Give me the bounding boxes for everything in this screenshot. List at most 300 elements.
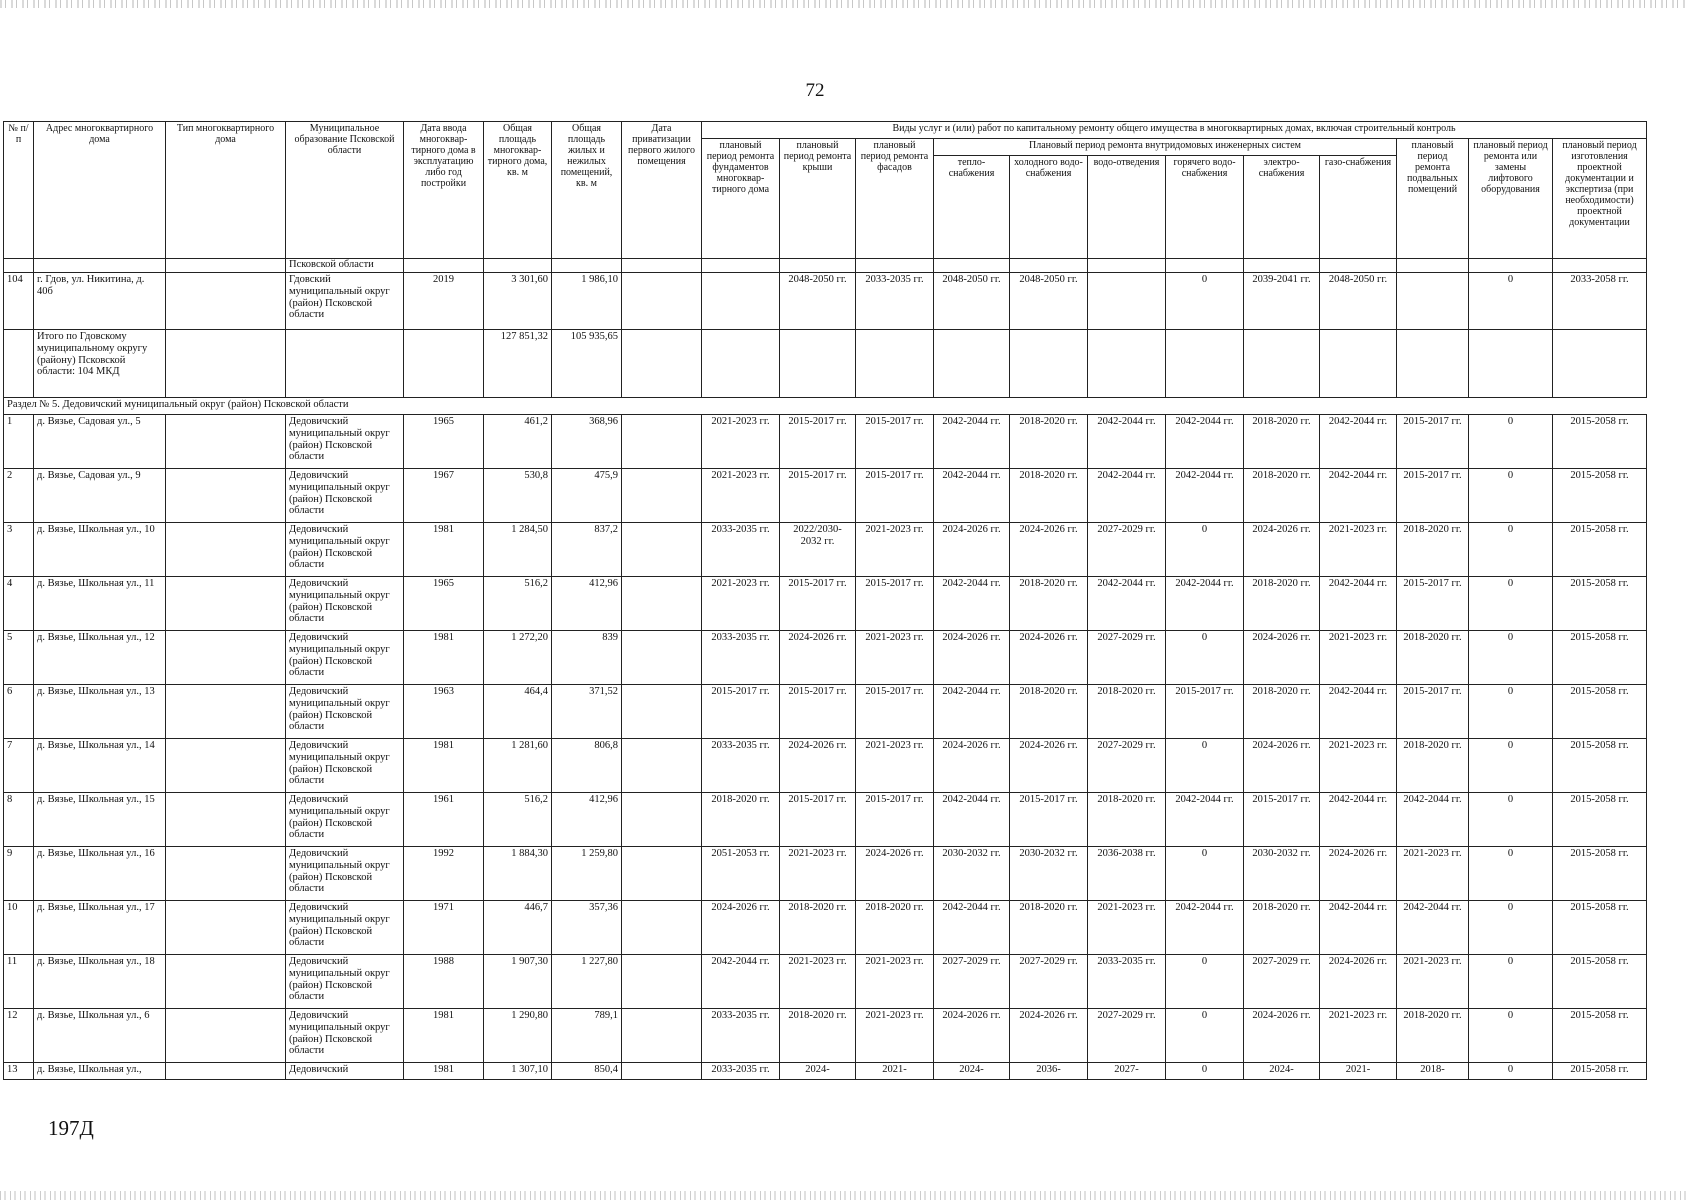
cell-basement: 2021-2023 гг. [1397,955,1469,1009]
col-municipality-header: Муниципальное образование Псковской области [286,122,404,259]
cell-year: 2019 [404,273,484,330]
cell-year: 1963 [404,685,484,739]
cell-facade: 2015-2017 гг. [856,685,934,739]
cell-electric: 2024-2026 гг. [1244,739,1320,793]
cell-total-area: 1 290,80 [484,1009,552,1063]
cell-facade: 2018-2020 гг. [856,901,934,955]
cell-drainage: 2027-2029 гг. [1088,631,1166,685]
cell-electric: 2027-2029 гг. [1244,955,1320,1009]
cell-cold-water: 2018-2020 гг. [1010,469,1088,523]
cell-drainage: 2018-2020 гг. [1088,685,1166,739]
cell-year: 1981 [404,631,484,685]
cell-elevator: 0 [1469,631,1553,685]
cell-roof: 2021-2023 гг. [780,847,856,901]
cell-privatization [622,955,702,1009]
section-rows [4,415,1647,1063]
cell-privatization [622,523,702,577]
cell-total-area: 461,2 [484,415,552,469]
cell-gas: 2042-2044 гг. [1320,793,1397,847]
cell-elevator: 0 [1469,1063,1553,1080]
cell-type [166,793,286,847]
cell-hot-water: 2042-2044 гг. [1166,469,1244,523]
cell-total-area: 1 284,50 [484,523,552,577]
cell-roof: 2015-2017 гг. [780,685,856,739]
cell-total-area: 3 301,60 [484,273,552,330]
cell-address: д. Вязье, Школьная ул., [34,1063,166,1080]
cell-roof: 2018-2020 гг. [780,1009,856,1063]
cell-municipality: Дедовичский муниципальный округ (район) Псковской области [286,631,404,685]
cell-hot-water: 0 [1166,523,1244,577]
cell-address: д. Вязье, Школьная ул., 10 [34,523,166,577]
total-area-sum: 127 851,32 [484,330,552,398]
cell-cold-water: 2018-2020 гг. [1010,901,1088,955]
cell-municipality: Дедовичский [286,1063,404,1080]
cell-year: 1965 [404,577,484,631]
col-roof-header: плановый период ремонта крыши [780,139,856,259]
cell-privatization [622,415,702,469]
cell-cold-water: 2036- [1010,1063,1088,1080]
table-row [4,739,1647,793]
cell-foundation: 2033-2035 гг. [702,1063,780,1080]
cell-gas: 2042-2044 гг. [1320,685,1397,739]
cell-drainage: 2042-2044 гг. [1088,577,1166,631]
cell-type [166,901,286,955]
cell-address: д. Вязье, Школьная ул., 13 [34,685,166,739]
cell-drainage: 2027-2029 гг. [1088,739,1166,793]
cell-electric: 2018-2020 гг. [1244,577,1320,631]
cell-electric: 2018-2020 гг. [1244,901,1320,955]
cell-heat: 2024-2026 гг. [934,739,1010,793]
cell-gas: 2024-2026 гг. [1320,955,1397,1009]
cell-basement: 2018-2020 гг. [1397,1009,1469,1063]
cell-electric: 2018-2020 гг. [1244,469,1320,523]
cell-type [166,469,286,523]
cell-year: 1992 [404,847,484,901]
cell-year: 1981 [404,523,484,577]
cell-basement: 2015-2017 гг. [1397,685,1469,739]
cell-roof: 2048-2050 гг. [780,273,856,330]
cell-foundation: 2024-2026 гг. [702,901,780,955]
cell-privatization [622,577,702,631]
cell-gas: 2042-2044 гг. [1320,901,1397,955]
cell-cold-water: 2024-2026 гг. [1010,523,1088,577]
cell-facade: 2015-2017 гг. [856,793,934,847]
cell-cold-water: 2030-2032 гг. [1010,847,1088,901]
cell-facade: 2015-2017 гг. [856,415,934,469]
table-row [4,793,1647,847]
col-total-area-header: Общая площадь многоквар-тирного дома, кв. м [484,122,552,259]
cell-elevator: 0 [1469,1009,1553,1063]
section-title: Раздел № 5. Дедовичский муниципальный округ (район) Псковской области [4,398,1647,415]
cell-living-area: 837,2 [552,523,622,577]
cell-heat: 2024- [934,1063,1010,1080]
carryover-row [4,259,1647,273]
cell-living-area: 850,4 [552,1063,622,1080]
cell-year: 1965 [404,415,484,469]
cell-type [166,1009,286,1063]
cell-privatization [622,793,702,847]
cell-drainage: 2027-2029 гг. [1088,1009,1166,1063]
cell-basement: 2015-2017 гг. [1397,577,1469,631]
cell-design: 2015-2058 гг. [1553,793,1647,847]
col-drainage-header: водо-отведения [1088,156,1166,259]
cell-facade: 2024-2026 гг. [856,847,934,901]
cell-foundation: 2021-2023 гг. [702,415,780,469]
total-label: Итого по Гдовскому муниципальному округу (району) Псковской области: 104 МКД [34,330,166,398]
cell-foundation: 2051-2053 гг. [702,847,780,901]
cell-num: 13 [4,1063,34,1080]
cell-roof: 2024-2026 гг. [780,631,856,685]
cell-heat: 2024-2026 гг. [934,523,1010,577]
cell-year: 1981 [404,1063,484,1080]
living-area-sum: 105 935,65 [552,330,622,398]
cell-municipality: Дедовичский муниципальный округ (район) Псковской области [286,523,404,577]
cell-hot-water: 0 [1166,847,1244,901]
cell-municipality: Дедовичский муниципальный округ (район) Псковской области [286,1009,404,1063]
cell-municipality: Дедовичский муниципальный округ (район) Псковской области [286,901,404,955]
cell-heat: 2024-2026 гг. [934,631,1010,685]
cell-foundation [702,273,780,330]
cell-num: 2 [4,469,34,523]
cell-living-area: 368,96 [552,415,622,469]
cell-roof: 2024- [780,1063,856,1080]
cell-elevator: 0 [1469,901,1553,955]
cell-address: д. Вязье, Школьная ул., 6 [34,1009,166,1063]
cell-municipality: Дедовичский муниципальный округ (район) Псковской области [286,415,404,469]
cell-heat: 2027-2029 гг. [934,955,1010,1009]
cell-total-area: 516,2 [484,793,552,847]
cell-gas: 2042-2044 гг. [1320,577,1397,631]
cell-gas: 2021-2023 гг. [1320,739,1397,793]
cell-address: д. Вязье, Школьная ул., 15 [34,793,166,847]
cell-total-area: 1 307,10 [484,1063,552,1080]
sheet-code: 197Д [48,1116,94,1140]
table-row-partial [4,1063,1647,1080]
cell-design: 2015-2058 гг. [1553,739,1647,793]
cell-municipality: Дедовичский муниципальный округ (район) Псковской области [286,577,404,631]
cell-elevator: 0 [1469,739,1553,793]
cell-roof: 2022/2030-2032 гг. [780,523,856,577]
col-living-area-header: Общая площадь жилых и нежилых помещений, кв. м [552,122,622,259]
cell-roof: 2015-2017 гг. [780,793,856,847]
cell-municipality: Дедовичский муниципальный округ (район) Псковской области [286,739,404,793]
cell-elevator: 0 [1469,577,1553,631]
cell-facade: 2015-2017 гг. [856,469,934,523]
col-basement-header: плановый период ремонта подвальных помещений [1397,139,1469,259]
table-row [4,1009,1647,1063]
cell-gas: 2042-2044 гг. [1320,415,1397,469]
col-heat-header: тепло-снабжения [934,156,1010,259]
cell-privatization [622,273,702,330]
col-foundation-header: плановый период ремонта фундаментов многоквар-тирного дома [702,139,780,259]
cell-foundation: 2033-2035 гг. [702,739,780,793]
cell-total-area: 1 884,30 [484,847,552,901]
cell-type [166,523,286,577]
cell-living-area: 357,36 [552,901,622,955]
cell-elevator: 0 [1469,793,1553,847]
cell-gas: 2042-2044 гг. [1320,469,1397,523]
cell-privatization [622,469,702,523]
cell-type [166,847,286,901]
cell-total-area: 1 272,20 [484,631,552,685]
cell-municipality: Дедовичский муниципальный округ (район) Псковской области [286,955,404,1009]
col-facade-header: плановый период ремонта фасадов [856,139,934,259]
cell-gas: 2021-2023 гг. [1320,631,1397,685]
cell-gas: 2021- [1320,1063,1397,1080]
table-row [4,469,1647,523]
cell-num: 3 [4,523,34,577]
table-row [4,631,1647,685]
cell-privatization [622,739,702,793]
cell-cold-water: 2024-2026 гг. [1010,1009,1088,1063]
cell-foundation: 2018-2020 гг. [702,793,780,847]
cell-design: 2015-2058 гг. [1553,685,1647,739]
cell-basement: 2015-2017 гг. [1397,415,1469,469]
cell-type [166,577,286,631]
header-row-1 [4,122,1647,139]
cell-num: 6 [4,685,34,739]
cell-privatization [622,1009,702,1063]
cell-num: 12 [4,1009,34,1063]
cell-num: 9 [4,847,34,901]
cell-facade: 2021- [856,1063,934,1080]
cell-foundation: 2033-2035 гг. [702,631,780,685]
total-row [4,330,1647,398]
cell-municipality: Псковской области [286,259,404,273]
cell-roof: 2018-2020 гг. [780,901,856,955]
cell-total-area: 516,2 [484,577,552,631]
cell-privatization [622,631,702,685]
cell-type [166,631,286,685]
cell-electric: 2015-2017 гг. [1244,793,1320,847]
cell-roof: 2015-2017 гг. [780,469,856,523]
cell-year: 1981 [404,739,484,793]
cell-heat: 2042-2044 гг. [934,577,1010,631]
cell-basement: 2021-2023 гг. [1397,847,1469,901]
cell-hot-water: 0 [1166,739,1244,793]
cell-address: д. Вязье, Школьная ул., 18 [34,955,166,1009]
cell-municipality: Дедовичский муниципальный округ (район) Псковской области [286,685,404,739]
cell-basement: 2015-2017 гг. [1397,469,1469,523]
table-row [4,847,1647,901]
cell-total-area: 1 907,30 [484,955,552,1009]
cell-design: 2015-2058 гг. [1553,469,1647,523]
cell-year: 1961 [404,793,484,847]
cell-gas: 2048-2050 гг. [1320,273,1397,330]
table-row [4,523,1647,577]
cell-address: д. Вязье, Садовая ул., 9 [34,469,166,523]
cell-num: 1 [4,415,34,469]
section-row [4,398,1647,415]
scan-edge-top [0,0,1686,8]
cell-municipality: Дедовичский муниципальный округ (район) Псковской области [286,469,404,523]
cell-type [166,1063,286,1080]
cell-address: д. Вязье, Школьная ул., 14 [34,739,166,793]
cell-type [166,415,286,469]
table-row [4,273,1647,330]
cell-facade: 2021-2023 гг. [856,1009,934,1063]
cell-cold-water: 2048-2050 гг. [1010,273,1088,330]
cell-living-area: 806,8 [552,739,622,793]
cell-drainage: 2042-2044 гг. [1088,469,1166,523]
cell-living-area: 1 986,10 [552,273,622,330]
table-row [4,901,1647,955]
table-row [4,685,1647,739]
cell-num: 104 [4,273,34,330]
cell-num: 8 [4,793,34,847]
cell-facade: 2033-2035 гг. [856,273,934,330]
cell-electric: 2024- [1244,1063,1320,1080]
cell-design: 2015-2058 гг. [1553,1063,1647,1080]
cell-design: 2015-2058 гг. [1553,901,1647,955]
cell-type [166,685,286,739]
cell-type [166,739,286,793]
cell-hot-water: 2042-2044 гг. [1166,577,1244,631]
cell-hot-water: 0 [1166,1063,1244,1080]
cell-drainage: 2027-2029 гг. [1088,523,1166,577]
cell-facade: 2021-2023 гг. [856,955,934,1009]
cell-basement: 2042-2044 гг. [1397,793,1469,847]
cell-drainage [1088,273,1166,330]
cell-basement: 2018-2020 гг. [1397,523,1469,577]
cell-drainage: 2033-2035 гг. [1088,955,1166,1009]
cell-hot-water: 0 [1166,273,1244,330]
cell-num: 7 [4,739,34,793]
col-hot-water-header: горячего водо-снабжения [1166,156,1244,259]
cell-roof: 2015-2017 гг. [780,577,856,631]
cell-privatization [622,1063,702,1080]
cell-electric: 2018-2020 гг. [1244,685,1320,739]
cell-elevator: 0 [1469,523,1553,577]
cell-heat: 2042-2044 гг. [934,469,1010,523]
cell-address: д. Вязье, Школьная ул., 12 [34,631,166,685]
cell-total-area: 530,8 [484,469,552,523]
eng-group-header: Плановый период ремонта внутридомовых инженерных систем [934,139,1397,156]
cell-address: д. Вязье, Школьная ул., 11 [34,577,166,631]
cell-elevator: 0 [1469,685,1553,739]
cell-electric: 2030-2032 гг. [1244,847,1320,901]
cell-basement: 2042-2044 гг. [1397,901,1469,955]
cell-basement [1397,273,1469,330]
cell-foundation: 2042-2044 гг. [702,955,780,1009]
cell-elevator: 0 [1469,469,1553,523]
cell-heat: 2048-2050 гг. [934,273,1010,330]
cell-living-area: 789,1 [552,1009,622,1063]
cell-hot-water: 0 [1166,955,1244,1009]
col-num-header: № п/п [4,122,34,259]
cell-year: 1988 [404,955,484,1009]
cell-address: д. Вязье, Садовая ул., 5 [34,415,166,469]
col-cold-water-header: холодного водо-снабжения [1010,156,1088,259]
cell-num: 4 [4,577,34,631]
cell-living-area: 412,96 [552,793,622,847]
col-commission-header: Дата ввода многоквар-тирного дома в эксплуатацию либо год постройки [404,122,484,259]
cell-cold-water: 2024-2026 гг. [1010,739,1088,793]
col-design-header: плановый период изготовления проектной документации и экспертиза (при необходимости) проектной документации [1553,139,1647,259]
cell-facade: 2021-2023 гг. [856,739,934,793]
cell-basement: 2018-2020 гг. [1397,631,1469,685]
cell-privatization [622,901,702,955]
cell-hot-water: 0 [1166,1009,1244,1063]
cell-municipality: Дедовичский муниципальный округ (район) Псковской области [286,793,404,847]
cell-drainage: 2021-2023 гг. [1088,901,1166,955]
cell-type [166,273,286,330]
cell-num: 11 [4,955,34,1009]
cell-municipality: Гдовский муниципальный округ (район) Псковской области [286,273,404,330]
col-address-header: Адрес многоквартирного дома [34,122,166,259]
col-type-header: Тип многоквартирного дома [166,122,286,259]
cell-num: 10 [4,901,34,955]
cell-electric: 2018-2020 гг. [1244,415,1320,469]
cell-hot-water: 2042-2044 гг. [1166,901,1244,955]
cell-living-area: 371,52 [552,685,622,739]
cell-foundation: 2021-2023 гг. [702,577,780,631]
cell-drainage: 2027- [1088,1063,1166,1080]
cell-hot-water: 2015-2017 гг. [1166,685,1244,739]
cell-design: 2015-2058 гг. [1553,415,1647,469]
cell-cold-water: 2018-2020 гг. [1010,415,1088,469]
cell-elevator: 0 [1469,273,1553,330]
cell-hot-water: 2042-2044 гг. [1166,415,1244,469]
cell-gas: 2021-2023 гг. [1320,1009,1397,1063]
cell-design: 2015-2058 гг. [1553,523,1647,577]
cell-municipality: Дедовичский муниципальный округ (район) Псковской области [286,847,404,901]
col-elevator-header: плановый период ремонта или замены лифтового оборудования [1469,139,1553,259]
cell-heat: 2042-2044 гг. [934,793,1010,847]
works-group-header: Виды услуг и (или) работ по капитальному ремонту общего имущества в многоквартирных домах, включая строительный контроль [702,122,1647,139]
cell-privatization [622,847,702,901]
cell-basement: 2018- [1397,1063,1469,1080]
cell-total-area: 464,4 [484,685,552,739]
cell-foundation: 2021-2023 гг. [702,469,780,523]
cell-elevator: 0 [1469,955,1553,1009]
page-number: 72 [805,80,825,101]
cell-foundation: 2033-2035 гг. [702,1009,780,1063]
cell-design: 2033-2058 гг. [1553,273,1647,330]
cell-year: 1971 [404,901,484,955]
cell-living-area: 1 227,80 [552,955,622,1009]
cell-living-area: 839 [552,631,622,685]
cell-total-area: 446,7 [484,901,552,955]
cell-design: 2015-2058 гг. [1553,631,1647,685]
cell-gas: 2024-2026 гг. [1320,847,1397,901]
cell-facade: 2021-2023 гг. [856,631,934,685]
cell-hot-water: 2042-2044 гг. [1166,793,1244,847]
cell-cold-water: 2015-2017 гг. [1010,793,1088,847]
cell-living-area: 412,96 [552,577,622,631]
cell-privatization [622,685,702,739]
cell-cold-water: 2018-2020 гг. [1010,577,1088,631]
cell-living-area: 1 259,80 [552,847,622,901]
cell-cold-water: 2018-2020 гг. [1010,685,1088,739]
cell-address: д. Вязье, Школьная ул., 16 [34,847,166,901]
cell-electric: 2024-2026 гг. [1244,1009,1320,1063]
col-gas-header: газо-снабжения [1320,156,1397,259]
cell-design: 2015-2058 гг. [1553,577,1647,631]
cell-heat: 2030-2032 гг. [934,847,1010,901]
cell-electric: 2039-2041 гг. [1244,273,1320,330]
table-row [4,955,1647,1009]
cell-address: г. Гдов, ул. Никитина, д. 40б [34,273,166,330]
scan-edge-bottom [0,1191,1686,1200]
cell-gas: 2021-2023 гг. [1320,523,1397,577]
cell-heat: 2042-2044 гг. [934,415,1010,469]
cell-design: 2015-2058 гг. [1553,955,1647,1009]
col-privatization-header: Дата приватизации первого жилого помещения [622,122,702,259]
cell-facade: 2021-2023 гг. [856,523,934,577]
cell-drainage: 2042-2044 гг. [1088,415,1166,469]
cell-roof: 2021-2023 гг. [780,955,856,1009]
